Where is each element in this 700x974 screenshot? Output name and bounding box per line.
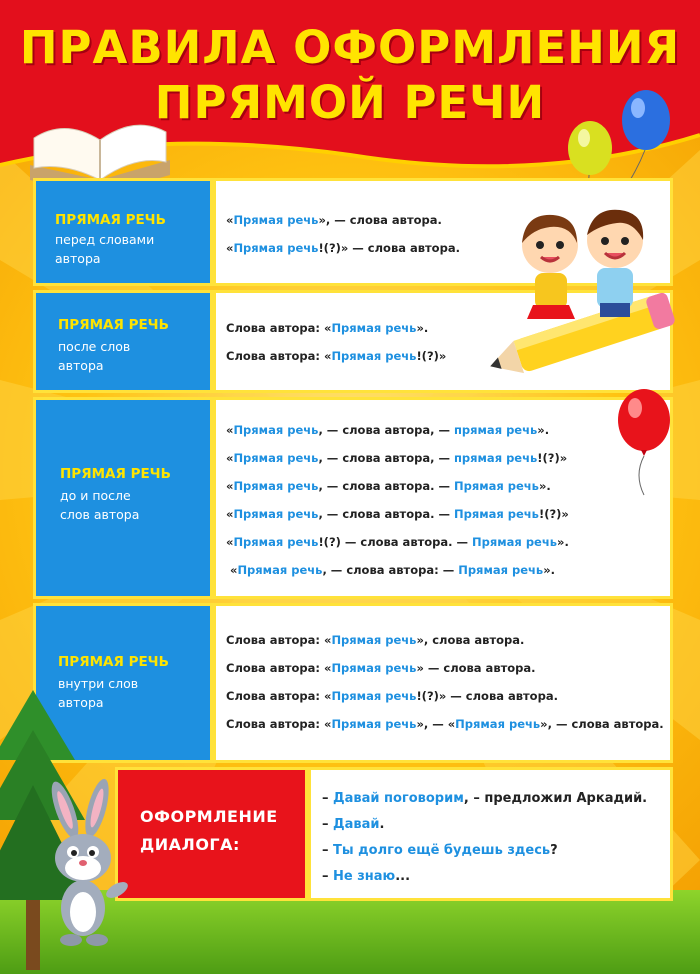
rule-2-example-1 [226,321,428,335]
rule-2-example-2 [226,349,446,363]
plain-text-fragment: !(?)» [537,451,568,465]
highlighted-speech-fragment: Прямая речь [458,563,544,577]
rule-3-heading: ПРЯМАЯ РЕЧЬ [60,466,171,482]
highlighted-speech-fragment: Давай поговорим [333,791,464,806]
dialog-line-4 [322,869,410,884]
rule-2-subtitle [58,337,130,375]
plain-text-fragment: – [322,817,334,832]
rule-3-subtitle [60,486,139,524]
highlighted-speech-fragment: Прямая речь [233,423,319,437]
highlighted-speech-fragment: Прямая речь [453,479,539,493]
plain-text-fragment: – [322,869,334,884]
plain-text-fragment: ? [550,843,558,858]
highlighted-speech-fragment: Прямая речь [233,535,319,549]
plain-text-fragment: « [226,507,234,521]
plain-text-fragment: , — слова автора. — [318,479,454,493]
rule-1-example-2 [226,241,460,255]
plain-text-fragment: !(?)» [538,507,569,521]
highlighted-speech-fragment: Прямая речь [331,661,417,675]
plain-text-fragment: Слова автора: « [226,661,332,675]
rule-4-example-2 [226,661,536,675]
highlighted-speech-fragment: Прямая речь [237,563,323,577]
plain-text-fragment: ». [416,321,429,335]
plain-text-fragment: Слова автора: « [226,321,332,335]
plain-text-fragment: Слова автора: « [226,633,332,647]
highlighted-speech-fragment: Прямая речь [472,535,558,549]
rule-2-subtitle-line-1: после слов [58,339,131,354]
rule-4-examples-cell [213,603,673,763]
rule-1-example-1 [226,213,442,227]
rule-4-subtitle-line-2: автора [58,695,104,710]
highlighted-speech-fragment: прямая речь [453,423,538,437]
plain-text-fragment: Слова автора: « [226,689,332,703]
dialog-title-line-2: ДИАЛОГА: [140,835,240,854]
highlighted-speech-fragment: Прямая речь [331,633,417,647]
plain-text-fragment: « [226,535,234,549]
plain-text-fragment: , — слова автора. — [318,507,454,521]
rule-3-example-3 [226,479,551,493]
plain-text-fragment: , – предложил Аркадий. [463,791,648,806]
plain-text-fragment: », — слова автора. [540,717,664,731]
rule-3-example-6 [230,563,555,577]
highlighted-speech-fragment: Прямая речь [233,451,319,465]
plain-text-fragment: » — слова автора. [416,661,536,675]
highlighted-speech-fragment: Ты долго ещё будешь здесь [333,843,551,858]
rule-4-heading: ПРЯМАЯ РЕЧЬ [58,654,169,670]
plain-text-fragment: , — слова автора: — [322,563,459,577]
rule-3-subtitle-line-1: до и после [60,488,131,503]
plain-text-fragment: , — слова автора, — [318,423,454,437]
rule-4-subtitle-line-1: внутри слов [58,676,139,691]
plain-text-fragment: « [226,423,234,437]
plain-text-fragment: Слова автора: « [226,349,332,363]
plain-text-fragment: », — слова автора. [318,213,442,227]
highlighted-speech-fragment: Прямая речь [331,321,417,335]
dialog-line-2 [322,817,384,832]
plain-text-fragment: Слова автора: « [226,717,332,731]
highlighted-speech-fragment: Прямая речь [331,349,417,363]
plain-text-fragment: ». [543,563,556,577]
rule-1-subtitle-line-2: автора [55,251,101,266]
red-balloon-illustration [612,390,682,500]
rule-3-example-2 [226,451,567,465]
highlighted-speech-fragment: прямая речь [453,451,538,465]
plain-text-fragment: », слова автора. [416,633,525,647]
kids-on-pencil-illustration [485,195,675,375]
bunny-illustration [35,780,135,950]
rule-2-heading: ПРЯМАЯ РЕЧЬ [58,317,169,333]
rule-1-heading: ПРЯМАЯ РЕЧЬ [55,212,166,228]
dialog-title [140,803,278,859]
rule-4-example-4 [226,717,664,731]
plain-text-fragment: « [226,241,234,255]
plain-text-fragment: – [322,843,334,858]
highlighted-speech-fragment: Прямая речь [331,717,417,731]
highlighted-speech-fragment: Давай [333,817,380,832]
highlighted-speech-fragment: Прямая речь [233,479,319,493]
highlighted-speech-fragment: Прямая речь [233,507,319,521]
plain-text-fragment: ... [395,869,411,884]
plain-text-fragment: !(?)» — слова автора. [318,241,460,255]
rule-1-subtitle-line-1: перед словами [55,232,155,247]
plain-text-fragment: , — слова автора, — [318,451,454,465]
plain-text-fragment: ». [538,479,551,493]
dialog-line-1 [322,791,647,806]
rule-3-example-1 [226,423,549,437]
dialog-title-line-1: ОФОРМЛЕНИЕ [140,807,278,826]
plain-text-fragment: « [226,213,234,227]
highlighted-speech-fragment: Не знаю [333,869,396,884]
highlighted-speech-fragment: Прямая речь [455,717,541,731]
plain-text-fragment: « [226,479,234,493]
highlighted-speech-fragment: Прямая речь [453,507,539,521]
rule-2-subtitle-line-2: автора [58,358,104,373]
plain-text-fragment: « [226,451,234,465]
title-line-2: ПРЯМОЙ РЕЧИ [154,76,546,129]
rule-3-example-4 [226,507,569,521]
plain-text-fragment: !(?) — слова автора. — [318,535,473,549]
plain-text-fragment: », — « [416,717,456,731]
plain-text-fragment: ». [557,535,569,549]
rule-1-subtitle [55,230,154,268]
dialog-line-3 [322,843,558,858]
plain-text-fragment: . [379,817,385,832]
rule-3-example-5 [226,535,569,549]
plain-text-fragment: « [230,563,238,577]
highlighted-speech-fragment: Прямая речь [233,213,319,227]
plain-text-fragment: !(?)» [416,349,447,363]
rule-3-subtitle-line-2: слов автора [60,507,140,522]
rule-4-example-3 [226,689,558,703]
rule-4-example-1 [226,633,524,647]
plain-text-fragment: !(?)» — слова автора. [416,689,558,703]
plain-text-fragment: – [322,791,334,806]
highlighted-speech-fragment: Прямая речь [233,241,319,255]
title-line-1: ПРАВИЛА ОФОРМЛЕНИЯ [19,21,681,74]
highlighted-speech-fragment: Прямая речь [331,689,417,703]
plain-text-fragment: ». [537,423,550,437]
